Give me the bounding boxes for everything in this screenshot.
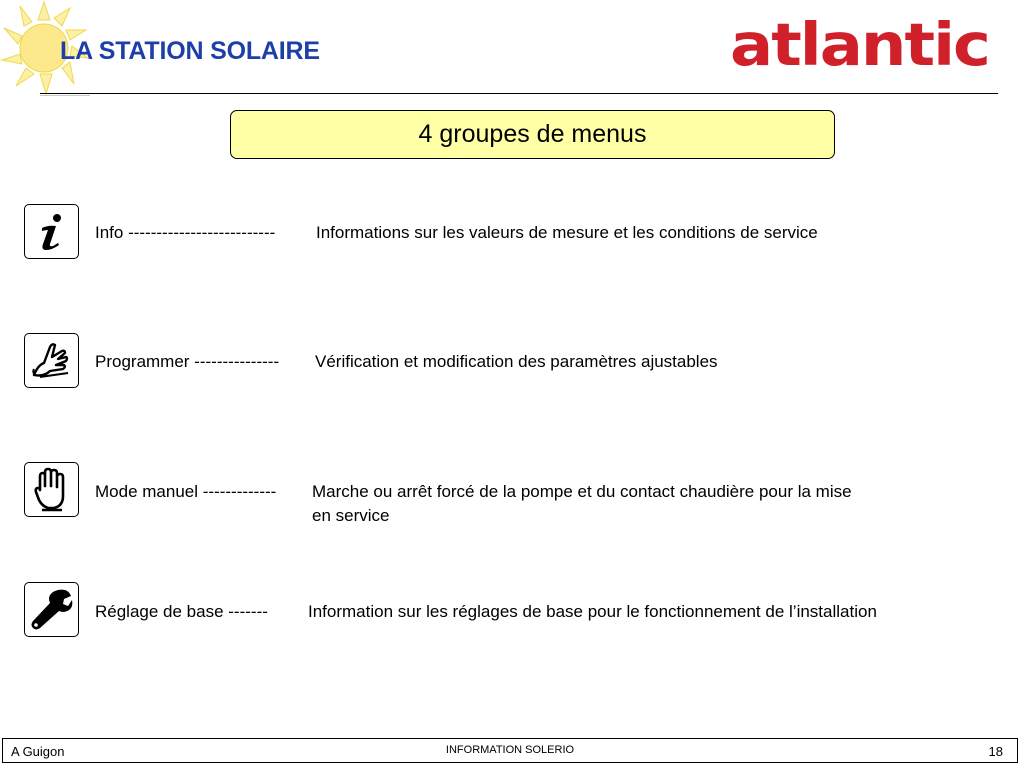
footer-center-title: INFORMATION SOLERIO (445, 744, 575, 756)
section-banner (230, 110, 835, 159)
page-number: 18 (988, 744, 1003, 759)
writing-hand-icon (24, 333, 79, 388)
menu-label-reglage: Réglage de base ------- (95, 602, 268, 621)
wrench-icon (24, 582, 79, 637)
footer-bar (2, 738, 1018, 763)
menu-label-info: Info -------------------------- (95, 223, 276, 242)
menu-desc-mode-manuel: Marche ou arrêt forcé de la pompe et du contact chaudière pour la mise (312, 482, 852, 501)
menu-label-mode-manuel: Mode manuel ------------- (95, 482, 277, 501)
atlantic-logo: atlantic (730, 11, 989, 80)
info-icon (24, 204, 79, 259)
footer-author: A Guigon (11, 744, 65, 759)
header-divider (40, 93, 998, 94)
menu-label-programmer: Programmer --------------- (95, 352, 280, 371)
raised-hand-icon (24, 462, 79, 517)
menu-desc-reglage: Information sur les réglages de base pour le fonctionnement de l’installation (308, 602, 877, 621)
menu-desc-programmer: Vérification et modification des paramètres ajustables (315, 352, 718, 371)
banner-text: 4 groupes de menus (418, 120, 647, 148)
menu-desc-info: Informations sur les valeurs de mesure et les conditions de service (316, 223, 818, 242)
page-title: LA STATION SOLAIRE (60, 37, 320, 65)
menu-desc-mode-manuel-cont: en service (312, 506, 390, 525)
header-divider-accent (40, 95, 90, 96)
